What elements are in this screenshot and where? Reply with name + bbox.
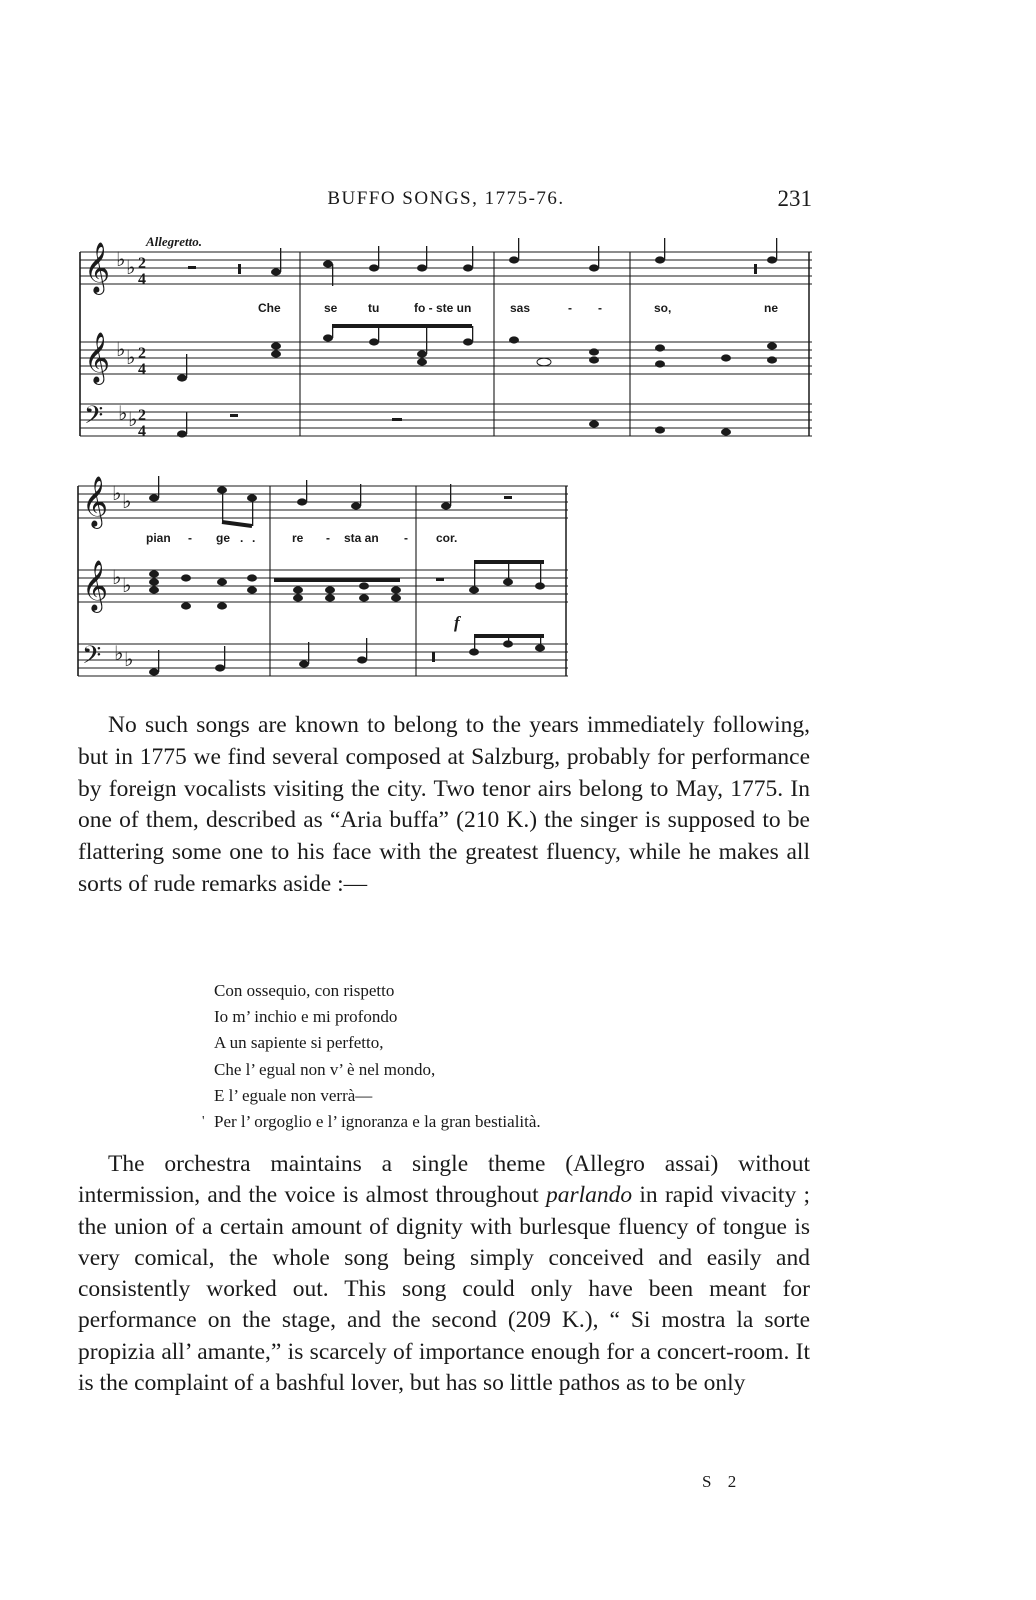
- music-system-1: [74, 222, 818, 452]
- poem-line: Con ossequio, con rispetto: [214, 981, 395, 1000]
- svg-text:♭: ♭: [118, 401, 128, 425]
- lyric-sta-an: sta an: [344, 531, 379, 545]
- svg-text:𝄞: 𝄞: [82, 476, 109, 527]
- svg-text:♭: ♭: [122, 489, 132, 513]
- poem: [214, 978, 774, 1135]
- lyric-hyphen-3: -: [188, 531, 192, 545]
- svg-text:2: 2: [138, 255, 146, 272]
- svg-text:𝄢: 𝄢: [82, 641, 102, 676]
- svg-text:♭: ♭: [116, 337, 126, 361]
- lyric-ge: ge: [216, 531, 231, 545]
- paragraph-2-part-2: in rapid vivacity ; the union of a certain amount of dignity with burlesque fluency of tongue is very comical, the whole song being simply conceived and easily and consistently worked out. This song could only have been meant for performance on the stage, and the second (209 K.), “ Si mostra la sorte propizia all’ amante,” is scarcely of importance enough for a concert-room. It is the complaint of a bashful lover, but has so little pathos as to be only: [78, 1182, 810, 1397]
- lyric-dot-2: .: [252, 531, 256, 545]
- paragraph-2: [78, 1149, 810, 1399]
- tempo-marking: Allegretto.: [146, 234, 202, 249]
- svg-text:2: 2: [138, 407, 146, 424]
- poem-line: Che l’ egual non v’ è nel mondo,: [214, 1059, 436, 1079]
- svg-text:𝄢: 𝄢: [84, 401, 104, 436]
- poem-line: A un sapiente si perfetto,: [214, 1033, 384, 1053]
- lyric-hyphen-2: -: [598, 301, 602, 315]
- paragraph-2-part-1: The orchestra maintains a single theme (Allegro assai) without intermission, and the voice is almost throughout: [78, 1151, 810, 1209]
- music-system-2: [74, 466, 572, 684]
- lyric-hyphen-1: -: [568, 301, 572, 315]
- paragraph-1: No such songs are known to belong to the years immediately following, but in 1775 we find several composed at Salzburg, probably for performance by foreign vocalists visiting the city. Two tenor airs belong to May, 1775. In one of them, described as “Aria buffa” (210 K.) the singer is supposed to be flattering some one to his face with the greatest fluency, while he makes all sorts of rude remarks aside :—: [78, 712, 810, 897]
- svg-text:4: 4: [138, 271, 146, 288]
- lyric-che: Che: [258, 301, 281, 315]
- svg-text:𝄞: 𝄞: [82, 560, 109, 611]
- signature-mark: S 2: [702, 1472, 743, 1491]
- lyric-pian: pian: [146, 531, 171, 545]
- svg-text:♭: ♭: [126, 345, 136, 369]
- poem-line: E l’ eguale non verrà—: [214, 1085, 373, 1105]
- lyric-ne: ne: [764, 301, 779, 315]
- dynamic-forte: f: [454, 613, 460, 632]
- lyric-foste-un: fo - ste un: [414, 301, 472, 315]
- svg-text:2: 2: [138, 345, 146, 362]
- lyric-tu: tu: [368, 301, 380, 315]
- svg-text:♭: ♭: [124, 647, 134, 671]
- running-head: [80, 186, 812, 216]
- svg-text:𝄞: 𝄞: [84, 242, 111, 293]
- svg-text:♭: ♭: [116, 247, 126, 271]
- svg-text:♭: ♭: [122, 573, 132, 597]
- svg-text:𝄞: 𝄞: [84, 332, 111, 383]
- poem-line: ' Per l’ orgoglio e l’ ignoranza e la gran bestialità.: [214, 1109, 774, 1135]
- lyric-se: se: [324, 301, 338, 315]
- svg-text:♭: ♭: [126, 255, 136, 279]
- lyric-re: re: [292, 531, 304, 545]
- svg-text:♭: ♭: [114, 641, 124, 665]
- svg-text:♭: ♭: [128, 407, 138, 431]
- lyric-hyphen-4: -: [326, 531, 330, 545]
- svg-text:♭: ♭: [112, 565, 122, 589]
- lyric-dot-1: .: [240, 531, 244, 545]
- parlando-emphasis: parlando: [545, 1182, 633, 1209]
- lyric-hyphen-5: -: [404, 531, 408, 545]
- poem-line: Io m’ inchio e mi profondo: [214, 1007, 398, 1027]
- running-title: BUFFO SONGS, 1775-76.: [327, 188, 565, 209]
- lyric-so: so,: [654, 301, 672, 315]
- lyric-cor: cor.: [436, 531, 458, 545]
- svg-text:♭: ♭: [112, 481, 122, 505]
- svg-text:4: 4: [138, 423, 146, 440]
- page-number: 231: [777, 186, 812, 211]
- lyric-sas: sas: [510, 301, 531, 315]
- svg-text:4: 4: [138, 361, 146, 378]
